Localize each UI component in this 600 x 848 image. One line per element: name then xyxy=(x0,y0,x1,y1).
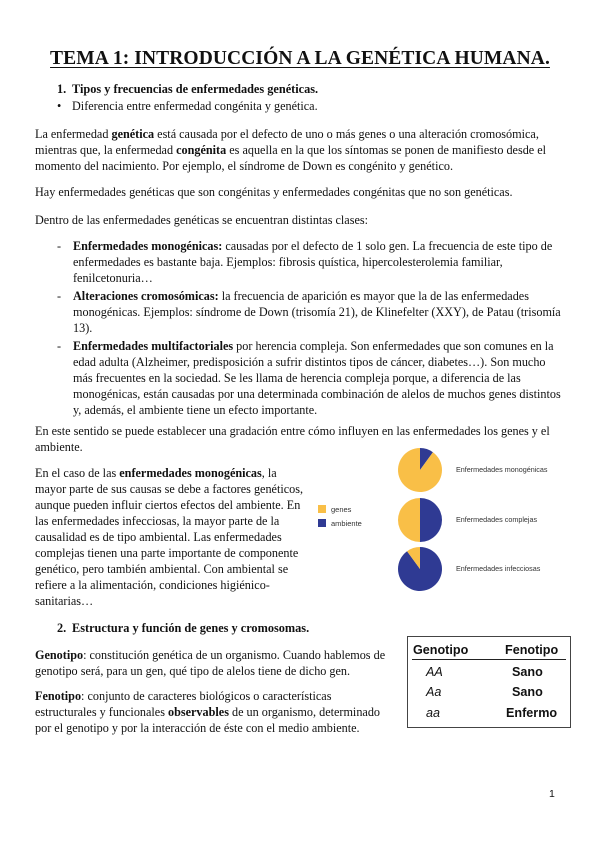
pie-slice-genes xyxy=(398,448,442,492)
fenotipo-term: Fenotipo xyxy=(35,689,82,703)
genotype-phenotype-table xyxy=(407,636,571,728)
section-2-title: Estructura y función de genes y cromosomas. xyxy=(72,621,310,635)
paragraph-gradation: En este sentido se puede establecer una gradación entre cómo influyen en las enfermedades los genes y el ambiente. xyxy=(35,424,550,454)
table-cell-genotype: Aa xyxy=(426,685,442,699)
table-cell-phenotype: Enfermo xyxy=(506,706,558,720)
para5-text-2: , la mayor parte de sus causas se debe a factores genéticos, aunque pueden influir ciertos efectos del ambiente. En las enfermedades infecciosas, la mayor parte de la causalidad es de tipo ambiental. Las enfermedades complejas tienen una parte importante de componente genético, pero también ambiental. Con ambiental se refiere a la alimentación, condiciones higiénico-sanitarias… xyxy=(35,466,304,608)
legend-label-genes: genes xyxy=(331,505,352,514)
para1-text-2: está causada por el defecto de uno o más genes o una alteración cromosómica, mientras que, la enfermedad xyxy=(35,127,539,157)
table-header-divider xyxy=(412,659,566,660)
para1-bold-genetica: genética xyxy=(111,127,155,141)
legend-label-ambiente: ambiente xyxy=(331,519,362,528)
table-cell-phenotype: Sano xyxy=(512,665,543,679)
genes-environment-pie-chart xyxy=(310,442,580,602)
table-cell-genotype: aa xyxy=(426,706,441,720)
section-2-heading xyxy=(57,621,309,637)
bullet-item xyxy=(57,99,318,115)
pie-chart-svg xyxy=(310,442,580,602)
pie-label: Enfermedades complejas xyxy=(456,515,538,524)
genotipo-term: Genotipo xyxy=(35,648,84,662)
pie-slice-genes xyxy=(398,498,420,542)
list-item xyxy=(57,238,563,286)
para5-text-1: En el caso de las xyxy=(35,466,120,480)
legend-swatch-genes xyxy=(318,505,326,513)
legend-swatch-ambiente xyxy=(318,519,326,527)
document-title: TEMA 1: INTRODUCCIÓN A LA GENÉTICA HUMANA. xyxy=(50,48,550,69)
paragraph-definition xyxy=(35,126,563,174)
list-item-term: Alteraciones cromosómicas: xyxy=(73,289,219,303)
paragraph-congenital: Hay enfermedades genéticas que son congénitas y enfermedades congénitas que no son genéticas. xyxy=(35,185,513,199)
para1-text-1: La enfermedad xyxy=(35,127,112,141)
bullet-text: Diferencia entre enfermedad congénita y genética. xyxy=(72,99,318,113)
pie-label: Enfermedades monogénicas xyxy=(456,465,548,474)
paragraph-monogenic xyxy=(35,465,305,609)
fenotipo-definition-2: de un organismo, determinado por el genotipo y por la interacción de éste con el medio ambiente. xyxy=(35,705,381,735)
paragraph-fenotipo xyxy=(35,688,390,736)
table-header-genotipo: Genotipo xyxy=(413,643,469,657)
dash-marker: - xyxy=(57,339,62,353)
fenotipo-bold: observables xyxy=(168,705,229,719)
page-number: 1 xyxy=(549,788,555,800)
bullet-dot-icon: • xyxy=(57,99,62,113)
section-1-number: 1. xyxy=(57,82,67,96)
section-1-title: Tipos y frecuencias de enfermedades genéticas. xyxy=(72,82,319,96)
list-item-term: multifactoriales xyxy=(151,339,234,353)
list-item xyxy=(57,338,563,418)
paragraph-genotipo xyxy=(35,647,390,679)
pie-label: Enfermedades infecciosas xyxy=(456,564,541,573)
disease-class-list xyxy=(57,238,563,420)
list-item-text: por herencia compleja. Son enfermedades que son comunes en la edad adulta (Alzheimer, predisposición a sufrir distintos tipos de cáncer, diabetes…). Son mucho más frecuentes en la sociedad. Se les llama de herencia compleja porque, a diferencia de las monogénicas, están causadas por una determinada combinación de alelos de muchos genes distintos y, además, el ambiente tiene un efecto importante. xyxy=(73,339,561,417)
list-item-text: causadas por el defecto de 1 solo gen. La frecuencia de este tipo de enfermedades es bastante baja. Ejemplos: fibrosis quística, hipercolesterolemia familiar, fenilcetonuria… xyxy=(73,239,553,285)
para1-bold-congenita: congénita xyxy=(176,143,227,157)
paragraph-classes: Dentro de las enfermedades genéticas se encuentran distintas clases: xyxy=(35,213,368,227)
list-item-term-prefix: Enfermedades xyxy=(73,339,152,353)
section-2-number: 2. xyxy=(57,621,67,635)
table-cell-phenotype: Sano xyxy=(512,685,543,699)
fenotipo-definition-1: : conjunto de caracteres biológicos o características estructurales y funcionales xyxy=(35,689,332,719)
genotipo-definition: : constitución genética de un organismo. Cuando hablemos de genotipo será, para un gen, qué tipo de alelos tiene de dicho gen. xyxy=(35,648,386,678)
para1-text-3: es aquella en la que los síntomas se ponen de manifiesto desde el momento del nacimiento. Por ejemplo, el síndrome de Down es congénito y genético. xyxy=(35,143,547,173)
pie-slice-ambiente xyxy=(420,498,442,542)
section-1-heading xyxy=(57,82,318,98)
table-cell-genotype: AA xyxy=(426,665,443,679)
para5-bold: enfermedades monogénicas xyxy=(119,466,262,480)
table-header-fenotipo: Fenotipo xyxy=(505,643,559,657)
list-item-term: Enfermedades monogénicas: xyxy=(73,239,223,253)
dash-marker: - xyxy=(57,239,62,253)
list-item-text: la frecuencia de aparición es mayor que la de las enfermedades monogénicas. Ejemplos: síndrome de Down (trisomía 21), de Klinefelter (XXY), de Patau (trisomía 13). xyxy=(73,289,561,335)
list-item xyxy=(57,288,563,336)
dash-marker: - xyxy=(57,289,62,303)
